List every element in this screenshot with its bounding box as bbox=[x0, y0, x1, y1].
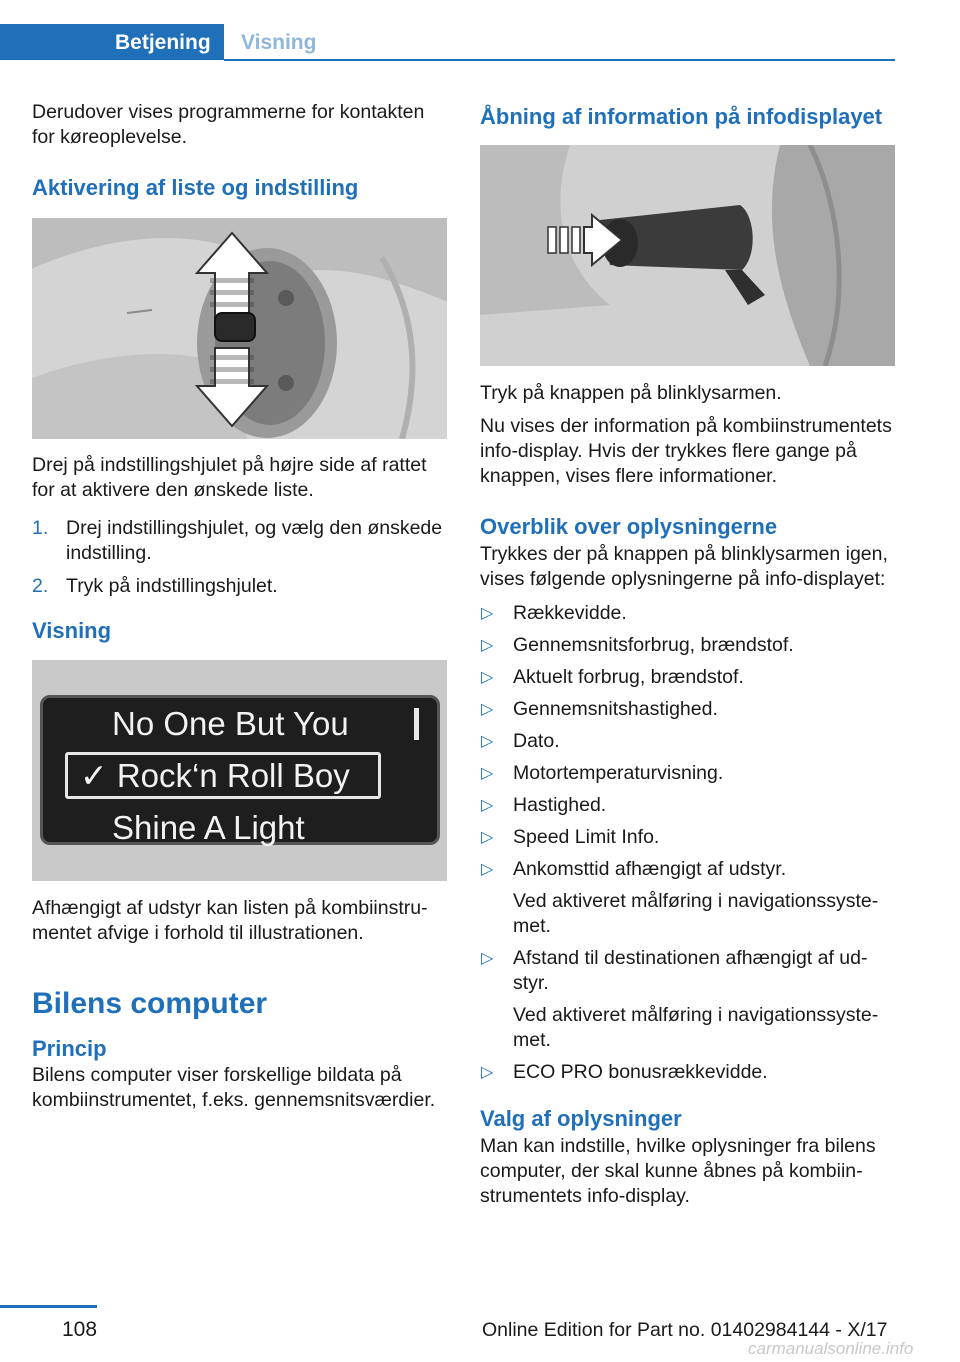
list-item: ▷ Hastighed. bbox=[481, 794, 607, 816]
heading-overview: Overblik over oplysningerne bbox=[480, 514, 778, 539]
heading-activation: Aktivering af liste og indstilling bbox=[32, 175, 359, 200]
display-illustration bbox=[32, 660, 447, 881]
display-line-2: ✓ Rock‘n Roll Boy bbox=[80, 757, 350, 794]
display-line-1: No One But You bbox=[112, 705, 349, 742]
header-tabbar bbox=[0, 24, 895, 62]
heading-visning: Visning bbox=[32, 618, 112, 643]
list-item: ▷ Gennemsnitsforbrug, brændstof. bbox=[481, 634, 794, 656]
list-item: ▷ Motortemperaturvisning. bbox=[481, 762, 724, 784]
info-paragraph: Nu vises der information på kombiinstrumentets info-display. Hvis der trykkes flere gange på knappen, vises flere informationer. bbox=[480, 415, 892, 487]
display-scrollbar bbox=[414, 708, 419, 740]
tab-betjening[interactable]: Betjening bbox=[0, 24, 224, 60]
list-item: ▷ Rækkevidde. bbox=[481, 602, 627, 624]
overview-paragraph: Trykkes der på knappen på blinklysarmen igen, vises følgende oplysningerne på info-displayet: bbox=[480, 543, 888, 590]
heading-computer: Bilens computer bbox=[32, 987, 268, 1020]
list-item: ▷ Ankomsttid afhængigt af udstyr. Ved aktiveret målføring i navigationssystemet. bbox=[481, 858, 879, 937]
header-rule bbox=[224, 59, 895, 61]
princip-paragraph: Bilens computer viser forskellige bildata på kombiinstrumentet, f.eks. gennemsnitsværdier. bbox=[32, 1064, 436, 1111]
press-paragraph: Tryk på knappen på blinklysarmen. bbox=[480, 382, 782, 404]
list-item: 1. Drej indstillingshjulet, og vælg den ønskede indstilling. bbox=[32, 517, 443, 564]
turn-signal-illustration bbox=[480, 145, 895, 366]
left-column bbox=[32, 100, 447, 1113]
page-number: 108 bbox=[62, 1318, 98, 1341]
list-item: ▷ Gennemsnitshastighed. bbox=[481, 698, 718, 720]
list-item: 2. Tryk på indstillingshjulet. bbox=[32, 575, 278, 597]
choice-paragraph: Man kan indstille, hvilke oplysninger fra bilens computer, der skal kunne åbnes på kombiinstrumentets info-display. bbox=[480, 1135, 876, 1207]
steering-wheel-drawing bbox=[32, 218, 447, 439]
tab-visning[interactable]: Visning bbox=[241, 31, 317, 54]
heading-open-info: Åbning af information på infodisplayet bbox=[480, 104, 883, 129]
edition-note: Online Edition for Part no. 01402984144 - X/17 bbox=[482, 1319, 888, 1341]
heading-princip: Princip bbox=[32, 1036, 107, 1061]
visning-paragraph: Afhængigt af udstyr kan listen på kombiinstrumentet afvige i forhold til illustrationen. bbox=[32, 897, 428, 944]
heading-choice: Valg af oplysninger bbox=[480, 1106, 682, 1131]
info-bullets bbox=[480, 601, 895, 1085]
list-item: ▷ ECO PRO bonusrækkevidde. bbox=[481, 1061, 768, 1083]
steps-list bbox=[32, 516, 447, 599]
list-item: ▷ Dato. bbox=[481, 730, 560, 752]
footer-rule bbox=[0, 1305, 97, 1308]
display-line-3: Shine A Light bbox=[112, 809, 305, 846]
list-item: ▷ Afstand til destinationen afhængigt af udstyr. Ved aktiveret målføring i navigationssystemet. bbox=[481, 947, 879, 1051]
intro-paragraph: Derudover vises programmerne for kontakten for køreoplevelse. bbox=[32, 101, 425, 148]
steering-wheel-illustration bbox=[32, 218, 447, 439]
turn-signal-drawing bbox=[480, 145, 895, 366]
right-column bbox=[480, 100, 895, 1209]
wheel-paragraph: Drej på indstillingshjulet på højre side af rattet for at aktivere den ønskede liste. bbox=[32, 454, 427, 501]
list-item: ▷ Speed Limit Info. bbox=[481, 826, 660, 848]
watermark: carmanualsonline.info bbox=[748, 1339, 914, 1358]
list-item: ▷ Aktuelt forbrug, brændstof. bbox=[481, 666, 744, 688]
